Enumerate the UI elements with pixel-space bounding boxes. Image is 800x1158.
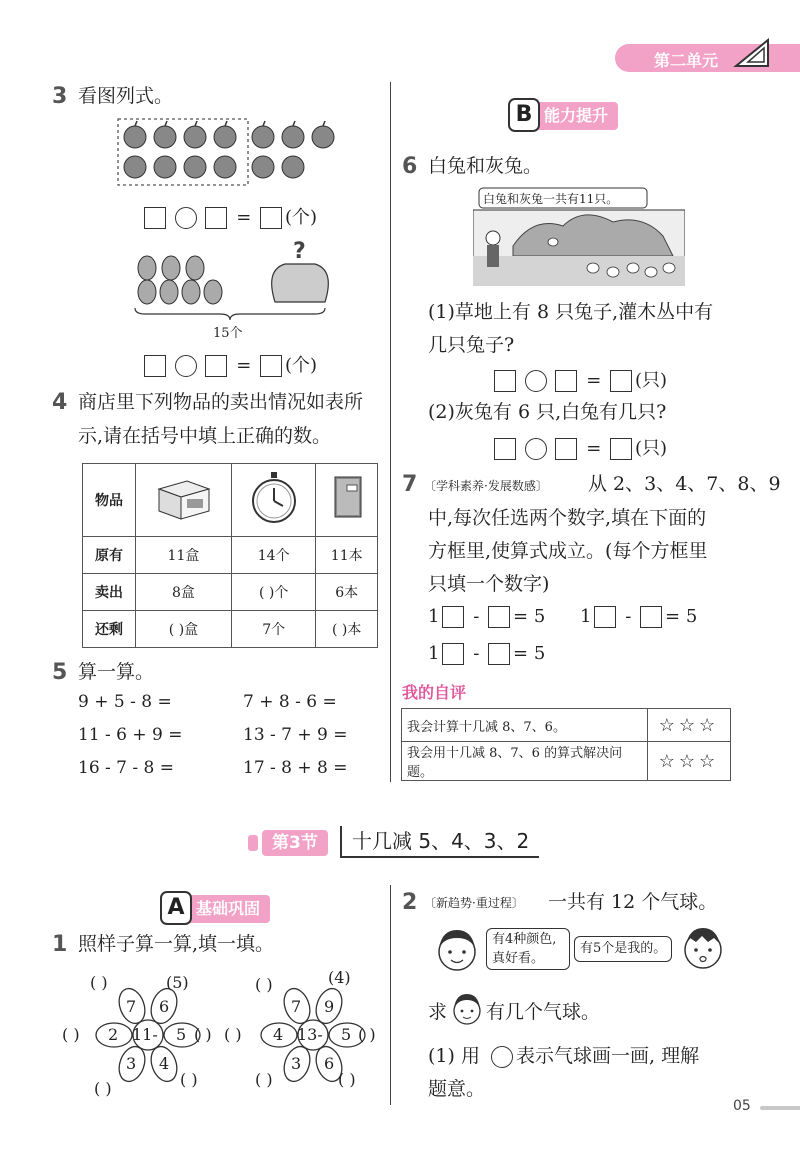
equals-sign: = (586, 370, 602, 391)
answer-box[interactable] (144, 207, 166, 229)
q2-ask-pre: 求 (428, 1001, 448, 1023)
q2-part1-line2: 题意。 (428, 1078, 486, 1100)
unit-label: (个) (285, 355, 318, 376)
answer-box[interactable] (640, 606, 662, 628)
answer-box[interactable] (594, 606, 616, 628)
answer-paren[interactable]: ( ) (338, 1070, 356, 1089)
q6-number: 6 (402, 154, 418, 179)
answer-box[interactable] (260, 207, 282, 229)
answer-box[interactable] (144, 355, 166, 377)
q7-equation-3 (428, 643, 548, 665)
minus-sign: - (473, 643, 480, 664)
q7-tag: 〔学科素养·发展数感〕 (424, 479, 548, 493)
q3-equation-2 (144, 351, 320, 377)
digit-one: 1 (428, 643, 440, 664)
balloon-circle-icon (491, 1046, 513, 1068)
q7-line-3: 方框里,使算式成立。(每个方框里 (428, 540, 708, 562)
q6-part1-line2: 几只兔子? (428, 334, 515, 356)
answer-paren[interactable]: ( ) (255, 975, 273, 994)
table-cell: 8盒 (136, 574, 232, 611)
pears-bag-illustration (125, 240, 335, 320)
q3-number: 3 (52, 84, 68, 109)
speech-bubble-left-text: 有4种颜色, 真好看。 (492, 932, 557, 966)
star-rating[interactable]: ☆☆☆ (648, 742, 731, 781)
total-label: 15个 (213, 326, 243, 341)
row-label: 还剩 (83, 611, 136, 648)
table-cell: 11盒 (136, 537, 232, 574)
petal-number: 5 (176, 1025, 187, 1044)
q6-equation-1 (494, 366, 670, 392)
q6-part2: (2)灰兔有 6 只,白兔有几只? (428, 401, 667, 423)
star-rating[interactable]: ☆☆☆ (648, 709, 731, 742)
petal-number: 4 (159, 1054, 170, 1073)
table-cell: 7个 (231, 611, 315, 648)
unit-title: 第二单元 (654, 51, 719, 70)
table-row (402, 709, 731, 742)
q7-line-2: 中,每次任选两个数字,填在下面的 (428, 507, 707, 529)
petal-number: 6 (324, 1054, 335, 1073)
self-eval-table (401, 708, 731, 781)
q2-line-1: 一共有 12 个气球。 (548, 891, 718, 913)
table-cell-blank[interactable]: ( )盒 (136, 611, 232, 648)
section-title: 能力提升 (544, 106, 609, 125)
answer-box[interactable] (610, 438, 632, 460)
answer-box[interactable] (205, 355, 227, 377)
box-icon (151, 473, 215, 523)
row-label: 卖出 (83, 574, 136, 611)
self-eval-title: 我的自评 (402, 683, 467, 702)
q4-line-1: 商店里下列物品的卖出情况如表所 (78, 391, 364, 413)
answer-box[interactable] (205, 207, 227, 229)
minus-sign: - (473, 606, 480, 627)
table-header-label: 物品 (83, 464, 136, 537)
result: = 5 (513, 643, 546, 664)
column-divider (390, 82, 391, 782)
section-title: 基础巩固 (196, 899, 261, 918)
q2-part1-b: 表示气球画一画, 理解 (516, 1045, 700, 1067)
q4-line-2: 示,请在括号中填上正确的数。 (78, 425, 332, 447)
q2-number: 2 (402, 890, 418, 915)
equals-sign: = (236, 355, 252, 376)
answer-box[interactable] (442, 606, 464, 628)
section-letter: B (508, 98, 540, 132)
calc-item[interactable]: 11 - 6 + 9 = (78, 725, 183, 745)
q2-tag: 〔新趋势·重过程〕 (424, 896, 524, 910)
calc-item[interactable]: 7 + 8 - 6 = (243, 692, 337, 712)
answer-box[interactable] (494, 438, 516, 460)
column-divider-lower (390, 885, 391, 1105)
petal-number: 7 (291, 997, 302, 1016)
q6-title: 白兔和灰兔。 (428, 155, 543, 177)
q5-number: 5 (52, 660, 68, 685)
flower-center: 11- (132, 1025, 158, 1044)
result: = 5 (513, 606, 546, 627)
table-header-row (83, 464, 378, 537)
example-paren: (5) (166, 973, 189, 992)
girl-avatar (434, 924, 480, 974)
petal-number: 6 (159, 997, 170, 1016)
stopwatch-image (231, 464, 315, 537)
row-label: 原有 (83, 537, 136, 574)
result: = 5 (665, 606, 698, 627)
answer-box[interactable] (442, 643, 464, 665)
operator-circle[interactable] (525, 370, 547, 392)
section-letter: A (160, 891, 192, 925)
answer-paren[interactable]: ( ) (180, 1070, 198, 1089)
eval-text: 我会计算十几减 8、7、6。 (402, 709, 648, 742)
section-b-banner (510, 102, 618, 130)
table-cell: 14个 (231, 537, 315, 574)
speech-bubble: 白兔和灰兔一共有11只。 (483, 192, 619, 206)
answer-paren[interactable]: ( ) (194, 1025, 212, 1044)
answer-paren[interactable]: ( ) (224, 1025, 242, 1044)
stopwatch-icon (246, 470, 302, 526)
table-row (83, 537, 378, 574)
q3-equation-1 (144, 203, 320, 229)
section-a-banner (162, 895, 270, 923)
equals-sign: = (236, 207, 252, 228)
operator-circle[interactable] (525, 438, 547, 460)
table-row (83, 574, 378, 611)
calc-item[interactable]: 9 + 5 - 8 = (78, 692, 172, 712)
petal-number: 7 (126, 997, 137, 1016)
section3-title: 十几减 5、4、3、2 (340, 826, 539, 858)
petal-number: 4 (273, 1025, 284, 1044)
q1-number: 1 (52, 932, 68, 957)
boy-avatar (680, 922, 726, 972)
eval-text: 我会用十几减 8、7、6 的算式解决问题。 (402, 742, 648, 781)
answer-paren[interactable]: ( ) (90, 973, 108, 992)
answer-box[interactable] (555, 438, 577, 460)
equals-sign: = (586, 438, 602, 459)
unit-label: (个) (285, 207, 318, 228)
calc-item[interactable]: 13 - 7 + 9 = (243, 725, 348, 745)
example-paren: (4) (328, 968, 351, 987)
digit-one: 1 (428, 606, 440, 627)
section3-bar-left (248, 835, 258, 851)
table-cell: 6本 (316, 574, 378, 611)
minus-sign: - (625, 606, 632, 627)
answer-box[interactable] (488, 606, 510, 628)
q4-number: 4 (52, 390, 68, 415)
petal-number: 2 (108, 1025, 119, 1044)
table-cell-blank[interactable]: ( )本 (316, 611, 378, 648)
petal-number: 3 (126, 1054, 137, 1073)
q7-equation-2 (580, 606, 700, 628)
speech-bubble-right: 有5个是我的。 (574, 936, 672, 962)
q7-number: 7 (402, 472, 418, 497)
tea-box-image (136, 464, 232, 537)
answer-paren[interactable]: ( ) (358, 1025, 376, 1044)
footer-bar (760, 1106, 800, 1110)
answer-box[interactable] (610, 370, 632, 392)
answer-paren[interactable]: ( ) (94, 1079, 112, 1098)
book-icon (327, 473, 367, 523)
section3-label: 第3节 (262, 830, 328, 856)
q7-line-4: 只填一个数字) (428, 573, 550, 595)
calc-item[interactable]: 16 - 7 - 8 = (78, 758, 175, 778)
q2-ask-post: 有几个气球。 (486, 1001, 601, 1023)
q5-title: 算一算。 (78, 661, 155, 683)
unit-label: (只) (635, 370, 668, 391)
answer-box[interactable] (555, 370, 577, 392)
q6-part1-line1: (1)草地上有 8 只兔子,灌木丛中有 (428, 301, 714, 323)
answer-box[interactable] (488, 643, 510, 665)
petal-number: 3 (291, 1054, 302, 1073)
svg-text:?: ? (293, 240, 306, 264)
q6-equation-2 (494, 434, 670, 460)
q1-title: 照样子算一算,填一填。 (78, 933, 275, 955)
operator-circle[interactable] (175, 355, 197, 377)
table-row (83, 611, 378, 648)
book-image (316, 464, 378, 537)
q7-line-1: 从 2、3、4、7、8、9 (588, 473, 781, 495)
operator-circle[interactable] (175, 207, 197, 229)
q7-equation-1 (428, 606, 548, 628)
answer-box[interactable] (260, 355, 282, 377)
answer-paren[interactable]: ( ) (62, 1025, 80, 1044)
table-row (402, 742, 731, 781)
petal-number: 9 (324, 997, 335, 1016)
page-number: 05 (733, 1098, 751, 1114)
answer-paren[interactable]: ( ) (255, 1070, 273, 1089)
calc-item[interactable]: 17 - 8 + 8 = (243, 758, 348, 778)
triangle-ruler-icon (732, 36, 772, 70)
table-cell: 11本 (316, 537, 378, 574)
q3-title: 看图列式。 (78, 85, 174, 107)
sales-table (82, 463, 378, 648)
girl-avatar-small (450, 990, 484, 1028)
apples-illustration (115, 116, 345, 188)
answer-box[interactable] (494, 370, 516, 392)
flower-center: 13- (297, 1025, 323, 1044)
table-cell-blank[interactable]: ( )个 (231, 574, 315, 611)
petal-number: 5 (341, 1025, 352, 1044)
digit-one: 1 (580, 606, 592, 627)
unit-label: (只) (635, 438, 668, 459)
q2-part1-a: (1) 用 (428, 1045, 480, 1067)
